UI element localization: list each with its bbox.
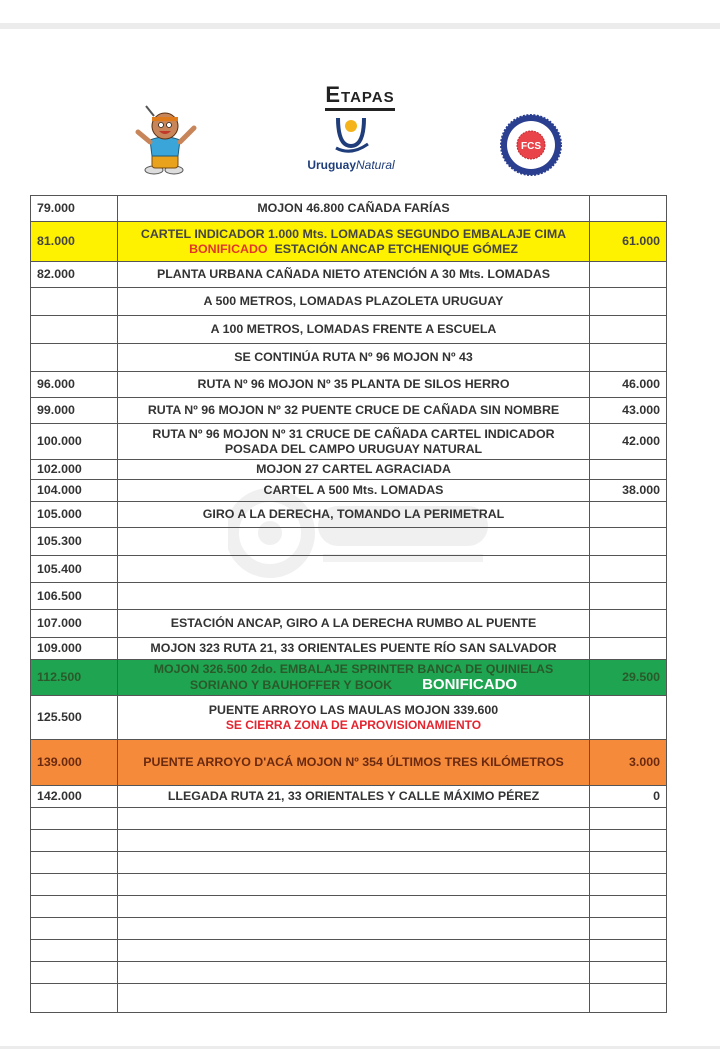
remaining-km-cell xyxy=(590,196,667,222)
description-text-line2: ESTACIÓN ANCAP ETCHENIQUE GÓMEZ xyxy=(274,241,518,256)
km-cell: 81.000 xyxy=(31,222,118,262)
km-cell: 79.000 xyxy=(31,196,118,222)
km-cell: 107.000 xyxy=(31,610,118,638)
empty-cell xyxy=(590,808,667,830)
empty-cell xyxy=(590,918,667,940)
description-cell xyxy=(118,480,590,502)
km-cell: 125.500 xyxy=(31,696,118,740)
description-text: SE CONTINÚA RUTA Nº 96 MOJON Nº 43 xyxy=(234,350,473,364)
title-text: Etapas xyxy=(325,82,394,111)
empty-cell xyxy=(31,984,118,1013)
remaining-km-cell xyxy=(590,460,667,480)
empty-cell xyxy=(31,918,118,940)
description-text: ESTACIÓN ANCAP, GIRO A LA DERECHA RUMBO AL PUENTE xyxy=(170,616,537,630)
description-text: PUENTE ARROYO D'ACÁ MOJON Nº 354 ÚLTIMOS TRES KILÓMETROS xyxy=(143,755,564,769)
empty-cell xyxy=(590,874,667,896)
bonus-label: BONIFICADO xyxy=(189,241,268,256)
km-cell: 142.000 xyxy=(31,786,118,808)
empty-table-row xyxy=(31,984,667,1013)
table-row xyxy=(31,288,667,316)
description-text: LLEGADA RUTA 21, 33 ORIENTALES Y CALLE MÁXIMO PÉREZ xyxy=(167,789,540,803)
empty-cell xyxy=(590,984,667,1013)
km-cell: 102.000 xyxy=(31,460,118,480)
empty-cell xyxy=(31,852,118,874)
description-cell xyxy=(118,460,590,480)
wordmark-part-2: Natural xyxy=(356,158,395,172)
table-row xyxy=(31,398,667,424)
empty-table-row xyxy=(31,830,667,852)
description-cell xyxy=(118,196,590,222)
description-text-line2: POSADA DEL CAMPO URUGUAY NATURAL xyxy=(224,441,483,456)
empty-cell xyxy=(118,852,590,874)
description-text: MOJON 46.800 CAÑADA FARÍAS xyxy=(257,201,450,215)
table-row xyxy=(31,262,667,288)
description-cell xyxy=(118,610,590,638)
description-cell xyxy=(118,316,590,344)
description-text: PLANTA URBANA CAÑADA NIETO ATENCIÓN A 30 Mts. LOMADAS xyxy=(156,267,551,281)
empty-table-row xyxy=(31,874,667,896)
remaining-km-cell: 3.000 xyxy=(590,740,667,786)
stages-table xyxy=(30,195,667,1013)
empty-cell xyxy=(31,896,118,918)
svg-text:FCS: FCS xyxy=(521,141,541,152)
empty-table-row xyxy=(31,918,667,940)
table-row xyxy=(31,424,667,460)
table-row xyxy=(31,528,667,556)
km-cell: 99.000 xyxy=(31,398,118,424)
remaining-km-cell xyxy=(590,528,667,556)
remaining-km-cell xyxy=(590,262,667,288)
km-cell: 109.000 xyxy=(31,638,118,660)
table-row xyxy=(31,316,667,344)
description-text: MOJON 323 RUTA 21, 33 ORIENTALES PUENTE RÍO SAN SALVADOR xyxy=(150,641,557,655)
empty-cell xyxy=(118,962,590,984)
table-row xyxy=(31,786,667,808)
description-text-line2: SORIANO Y BAUHOFFER Y BOOK xyxy=(189,678,393,692)
empty-cell xyxy=(590,962,667,984)
top-divider xyxy=(0,23,720,29)
description-cell xyxy=(118,528,590,556)
remaining-km-cell xyxy=(590,610,667,638)
description-cell xyxy=(118,288,590,316)
remaining-km-cell xyxy=(590,502,667,528)
description-text: RUTA Nº 96 MOJON Nº 32 PUENTE CRUCE DE CAÑADA SIN NOMBRE xyxy=(147,403,560,417)
description-cell xyxy=(118,556,590,583)
description-text: CARTEL INDICADOR 1.000 Mts. LOMADAS SEGUNDO EMBALAJE CIMA xyxy=(140,226,567,241)
description-text: RUTA Nº 96 MOJON Nº 35 PLANTA DE SILOS HERRO xyxy=(197,377,510,391)
empty-table-row xyxy=(31,808,667,830)
km-cell: 105.000 xyxy=(31,502,118,528)
remaining-km-cell xyxy=(590,316,667,344)
description-text: CARTEL A 500 Mts. LOMADAS xyxy=(263,483,444,497)
description-cell xyxy=(118,344,590,372)
empty-cell xyxy=(590,896,667,918)
remaining-km-cell xyxy=(590,344,667,372)
description-cell xyxy=(118,424,590,460)
description-cell xyxy=(118,372,590,398)
empty-cell xyxy=(31,962,118,984)
empty-cell xyxy=(590,830,667,852)
km-cell: 106.500 xyxy=(31,583,118,610)
table-row xyxy=(31,372,667,398)
empty-cell xyxy=(118,830,590,852)
description-text: GIRO A LA DERECHA, TOMANDO LA PERIMETRAL xyxy=(202,507,505,521)
uruguay-natural-logo xyxy=(296,112,406,178)
description-cell xyxy=(118,740,590,786)
supply-zone-closing-warning: SE CIERRA ZONA DE APROVISIONAMIENTO xyxy=(225,717,482,732)
table-row xyxy=(31,460,667,480)
empty-cell xyxy=(590,852,667,874)
empty-cell xyxy=(118,808,590,830)
remaining-km-cell: 61.000 xyxy=(590,222,667,262)
km-cell: 105.300 xyxy=(31,528,118,556)
empty-cell xyxy=(31,830,118,852)
description-text: MOJON 27 CARTEL AGRACIADA xyxy=(256,462,451,476)
remaining-km-cell xyxy=(590,288,667,316)
empty-cell xyxy=(118,940,590,962)
wordmark-part-1: Uruguay xyxy=(307,158,356,172)
description-cell xyxy=(118,660,590,696)
description-cell xyxy=(118,262,590,288)
empty-cell xyxy=(118,874,590,896)
empty-cell xyxy=(118,984,590,1013)
table-row xyxy=(31,740,667,786)
empty-table-row xyxy=(31,852,667,874)
table-row xyxy=(31,610,667,638)
table-row xyxy=(31,222,667,262)
description-text: A 500 METROS, LOMADAS PLAZOLETA URUGUAY xyxy=(203,294,504,308)
km-cell: 112.500 xyxy=(31,660,118,696)
remaining-km-cell: 0 xyxy=(590,786,667,808)
remaining-km-cell xyxy=(590,638,667,660)
table-row xyxy=(31,196,667,222)
description-cell xyxy=(118,638,590,660)
table-row xyxy=(31,696,667,740)
empty-cell xyxy=(31,940,118,962)
empty-cell xyxy=(118,918,590,940)
federation-seal-logo xyxy=(498,112,564,178)
table-row xyxy=(31,583,667,610)
km-cell xyxy=(31,316,118,344)
km-cell: 139.000 xyxy=(31,740,118,786)
description-cell xyxy=(118,398,590,424)
km-cell: 100.000 xyxy=(31,424,118,460)
table-row xyxy=(31,344,667,372)
description-text: PUENTE ARROYO LAS MAULAS MOJON 339.600 xyxy=(208,702,499,717)
mascot-logo xyxy=(132,104,202,176)
empty-table-row xyxy=(31,940,667,962)
remaining-km-cell xyxy=(590,583,667,610)
remaining-km-cell: 29.500 xyxy=(590,660,667,696)
km-cell: 104.000 xyxy=(31,480,118,502)
km-cell: 105.400 xyxy=(31,556,118,583)
km-cell: 96.000 xyxy=(31,372,118,398)
table-row xyxy=(31,480,667,502)
remaining-km-cell xyxy=(590,556,667,583)
remaining-km-cell: 38.000 xyxy=(590,480,667,502)
empty-table-row xyxy=(31,896,667,918)
empty-cell xyxy=(31,808,118,830)
description-cell xyxy=(118,583,590,610)
remaining-km-cell: 46.000 xyxy=(590,372,667,398)
description-text: A 100 METROS, LOMADAS FRENTE A ESCUELA xyxy=(210,322,497,336)
description-cell xyxy=(118,502,590,528)
page-title xyxy=(0,82,720,108)
empty-cell xyxy=(118,896,590,918)
remaining-km-cell: 43.000 xyxy=(590,398,667,424)
empty-table-row xyxy=(31,962,667,984)
description-cell xyxy=(118,222,590,262)
table-row xyxy=(31,660,667,696)
description-text: RUTA Nº 96 MOJON Nº 31 CRUCE DE CAÑADA CARTEL INDICADOR xyxy=(152,426,555,441)
km-cell xyxy=(31,288,118,316)
uruguay-natural-wordmark xyxy=(296,158,406,172)
table-row xyxy=(31,502,667,528)
table-row xyxy=(31,556,667,583)
description-text: MOJON 326.500 2do. EMBALAJE SPRINTER BANCA DE QUINIELAS xyxy=(153,662,554,676)
km-cell: 82.000 xyxy=(31,262,118,288)
table-row xyxy=(31,638,667,660)
bonus-label: BONIFICADO xyxy=(422,676,518,693)
remaining-km-cell xyxy=(590,696,667,740)
empty-cell xyxy=(31,874,118,896)
empty-cell xyxy=(590,940,667,962)
description-cell xyxy=(118,786,590,808)
km-cell xyxy=(31,344,118,372)
description-cell xyxy=(118,696,590,740)
remaining-km-cell: 42.000 xyxy=(590,424,667,460)
